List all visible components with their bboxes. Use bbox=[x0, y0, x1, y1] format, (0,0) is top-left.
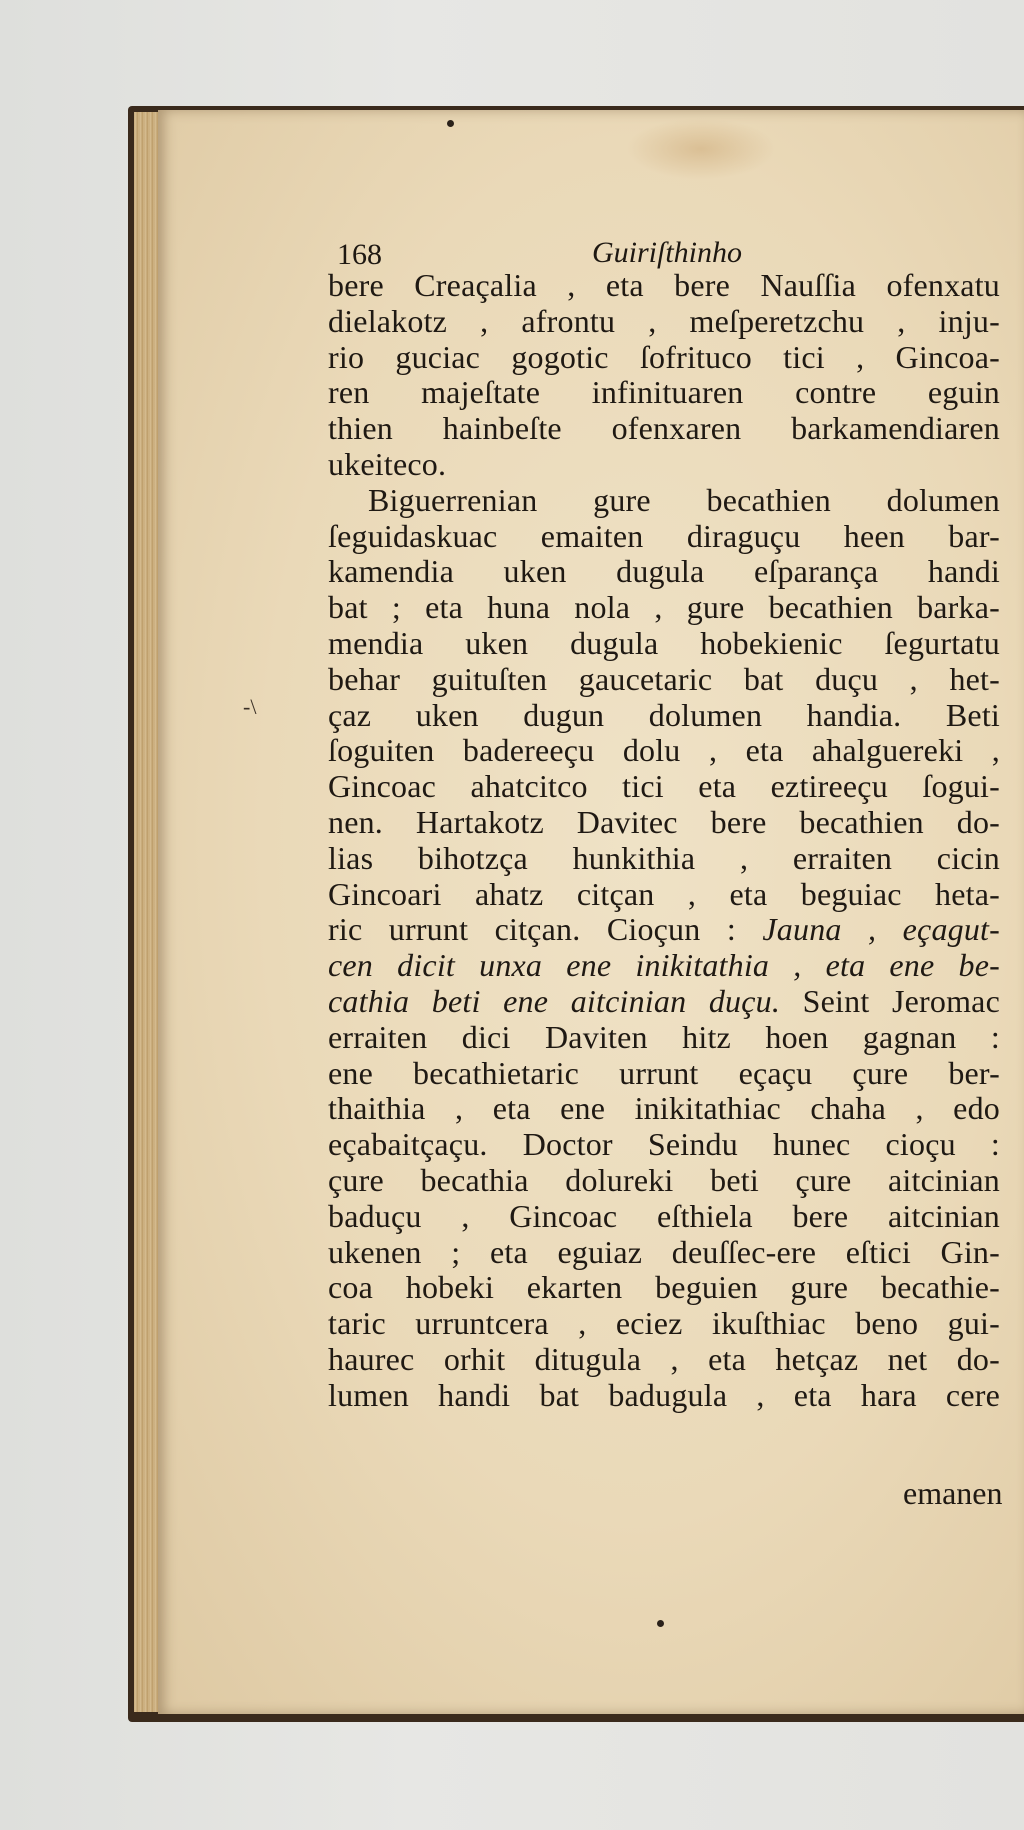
text-line: rio guciac gogotic ſofrituco tici , Gincoa- bbox=[328, 338, 1000, 375]
text-line: coa hobeki ekarten beguien gure becathie- bbox=[328, 1269, 1000, 1306]
text-line: ſeguidaskuac emaiten diraguçu heen bar- bbox=[328, 517, 1000, 554]
text-line: ren majeſtate infinituaren contre eguin bbox=[328, 374, 1000, 411]
text-line: ene becathietaric urrunt eçaçu çure ber- bbox=[328, 1054, 1000, 1091]
ink-dot bbox=[447, 120, 454, 127]
text-line: ſoguiten badereeçu dolu , eta ahalguereki , bbox=[328, 732, 1000, 769]
text-line: erraiten dici Daviten hitz hoen gagnan : bbox=[328, 1018, 1000, 1055]
text-line: cathia beti ene aitcinian duçu. Seint Jeromac bbox=[328, 982, 1000, 1019]
text-line: taric urruntcera , eciez ikuſthiac beno gui- bbox=[328, 1305, 1000, 1342]
text-line: çaz uken dugun dolumen handia. Beti bbox=[328, 696, 1000, 733]
text-line: dielakotz , afrontu , meſperetzchu , inju- bbox=[328, 302, 1000, 339]
text-line: ukenen ; eta eguiaz deuſſec-ere eſtici Gin- bbox=[328, 1233, 1000, 1270]
text-line: bat ; eta huna nola , gure becathien barka- bbox=[328, 589, 1000, 626]
page-number: 168 bbox=[337, 238, 382, 271]
text-line: Biguerrenian gure becathien dolumen bbox=[368, 481, 1000, 518]
margin-mark: -\ bbox=[243, 694, 257, 719]
text-line: kamendia uken dugula eſparança handi bbox=[328, 553, 1000, 590]
text-line: eçabaitçaçu. Doctor Seindu hunec cioçu : bbox=[328, 1126, 1000, 1163]
text-line: lias bihotzça hunkithia , erraiten cicin bbox=[328, 839, 1000, 876]
text-line: bere Creaçalia , eta bere Nauſſia ofenxatu bbox=[328, 267, 1000, 303]
text-line: Gincoari ahatz citçan , eta beguiac heta- bbox=[328, 875, 1000, 912]
catchword: emanen bbox=[903, 1475, 1003, 1511]
text-line: ukeiteco. bbox=[328, 445, 447, 482]
text-line: ric urrunt citçan. Cioçun : Jauna , eçagut- bbox=[328, 911, 1001, 948]
body-text bbox=[328, 268, 1000, 1414]
text-line: lumen handi bat badugula , eta hara cere bbox=[328, 1376, 1000, 1413]
text-line: nen. Hartakotz Davitec bere becathien do- bbox=[328, 803, 1000, 840]
text-line: Gincoac ahatcitco tici eta eztireeçu ſogui- bbox=[328, 768, 1000, 805]
text-line: thien hainbeſte ofenxaren barkamendiaren bbox=[328, 410, 1000, 447]
running-title: Guiriſthinho bbox=[592, 236, 743, 269]
text-line: baduçu , Gincoac eſthiela bere aitcinian bbox=[328, 1197, 1000, 1234]
text-line: behar guituſten gaucetaric bat duçu , het- bbox=[328, 660, 1000, 697]
text-line: cen dicit unxa ene inikitathia , eta ene be- bbox=[328, 947, 1000, 984]
ink-dot bbox=[657, 1620, 664, 1627]
paper-stain bbox=[626, 118, 776, 180]
text-line: thaithia , eta ene inikitathiac chaha , edo bbox=[328, 1090, 1000, 1127]
text-line: mendia uken dugula hobekienic ſegurtatu bbox=[328, 624, 1000, 661]
text-line: haurec orhit ditugula , eta hetçaz net do- bbox=[328, 1340, 1000, 1377]
text-line: çure becathia dolureki beti çure aitcinian bbox=[328, 1161, 1000, 1198]
